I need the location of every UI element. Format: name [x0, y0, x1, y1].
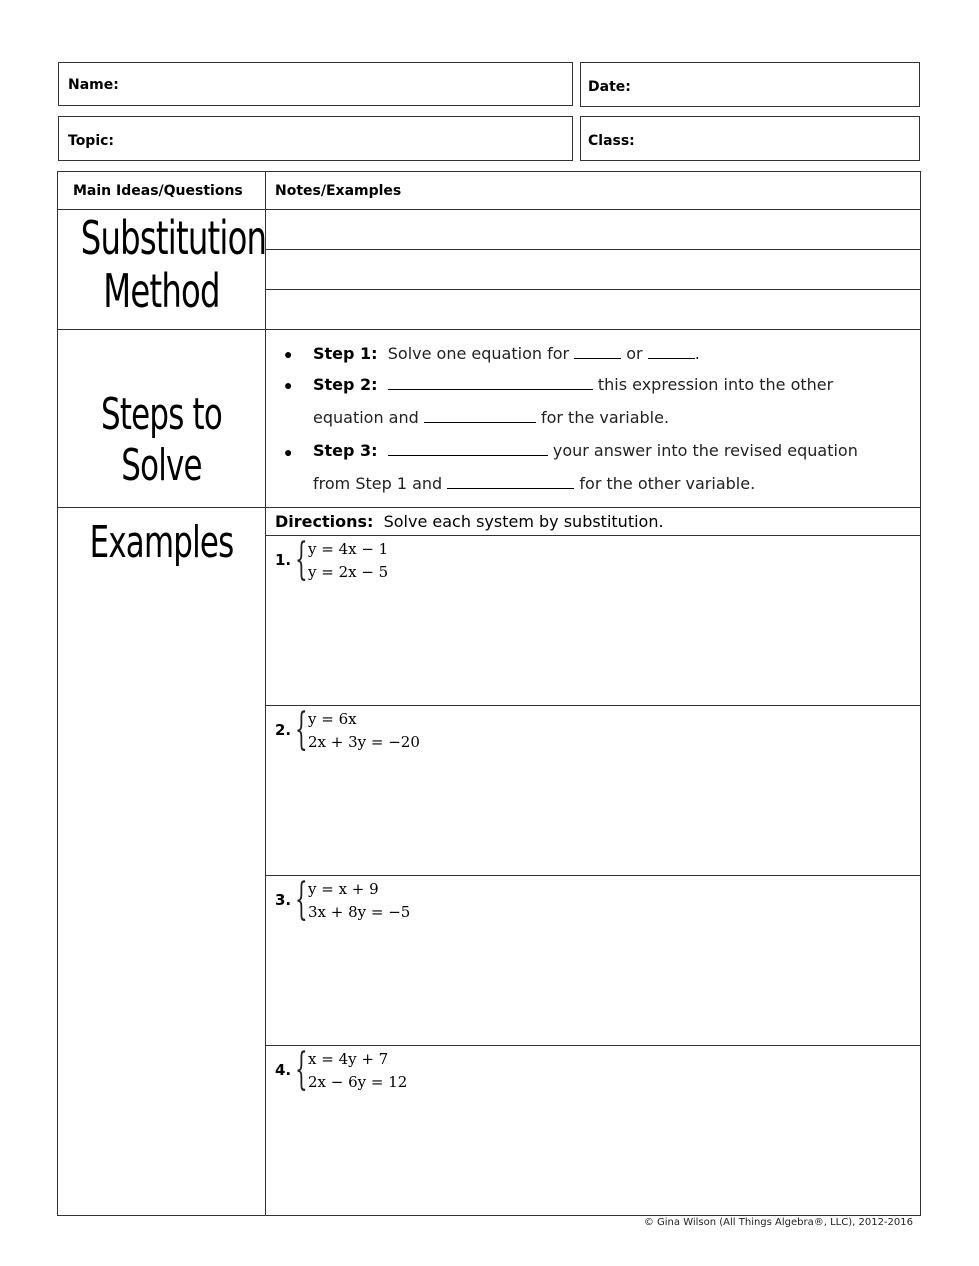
class-box[interactable]	[580, 116, 920, 161]
name-label: Name:	[68, 77, 119, 93]
step-1-label: Step 1:	[313, 344, 378, 363]
header-row-divider	[57, 209, 921, 210]
brace-icon: {	[295, 1044, 308, 1095]
section-divider-2	[57, 507, 921, 508]
step-2-blank-1[interactable]	[388, 375, 593, 390]
problem-1-equation-2: y = 2x − 5	[308, 563, 389, 581]
bullet-icon: ●	[284, 346, 293, 362]
step-2-text-a: this expression into the other	[597, 375, 834, 394]
step-2-line-1	[313, 375, 833, 394]
step-3-text-a: your answer into the revised equation	[552, 441, 858, 460]
section-divider-1	[57, 329, 921, 330]
step-1-end: .	[694, 344, 700, 363]
problem-2-number: 2.	[275, 721, 292, 739]
col-notes-header: Notes/Examples	[275, 183, 402, 199]
problem-3-number: 3.	[275, 891, 292, 909]
step-2-line-2	[313, 408, 669, 427]
step-2-blank-2[interactable]	[424, 408, 536, 423]
problem-1-number: 1.	[275, 551, 292, 569]
brace-icon: {	[295, 534, 308, 585]
section-title-substitution-method	[80, 211, 267, 318]
step-3-label: Step 3:	[313, 441, 378, 460]
step-3-blank-1[interactable]	[388, 441, 548, 456]
problem-divider-3	[265, 1045, 921, 1046]
step-3-text-b: from Step 1 and	[313, 474, 443, 493]
problem-4-equation-1: x = 4y + 7	[308, 1050, 389, 1068]
date-box[interactable]	[580, 62, 920, 107]
step-1-blank-2[interactable]	[648, 344, 695, 359]
directions	[275, 512, 664, 531]
bullet-icon: ●	[284, 377, 293, 393]
step-1-blank-1[interactable]	[574, 344, 621, 359]
col-main-ideas-header: Main Ideas/Questions	[73, 183, 243, 199]
step-3-blank-2[interactable]	[447, 474, 574, 489]
note-line-1	[265, 249, 921, 250]
step-1-text-a: Solve one equation for	[387, 344, 570, 363]
problem-1-equation-1: y = 4x − 1	[308, 540, 389, 558]
brace-icon: {	[295, 704, 308, 755]
title-line-2: Method	[103, 263, 220, 318]
note-line-2	[265, 289, 921, 290]
directions-text: Solve each system by substitution.	[383, 512, 664, 531]
problem-divider-1	[265, 705, 921, 706]
step-2-text-c: for the variable.	[540, 408, 670, 427]
title-line-1: Substitution	[80, 211, 267, 265]
step-2-text-b: equation and	[313, 408, 419, 427]
directions-divider	[265, 535, 921, 536]
brace-icon: {	[295, 874, 308, 925]
problem-4-number: 4.	[275, 1061, 292, 1079]
problem-3-equation-1: y = x + 9	[308, 880, 379, 898]
class-label: Class:	[588, 133, 635, 149]
problem-2-equation-1: y = 6x	[308, 710, 357, 728]
name-box[interactable]	[58, 62, 573, 106]
notes-table	[57, 171, 921, 1216]
step-3-text-c: for the other variable.	[579, 474, 756, 493]
problem-3-equation-2: 3x + 8y = −5	[308, 903, 411, 921]
step-2-label: Step 2:	[313, 375, 378, 394]
problem-4-equation-2: 2x − 6y = 12	[308, 1073, 408, 1091]
bullet-icon: ●	[284, 444, 293, 460]
step-1-text-b: or	[626, 344, 643, 363]
problem-2-equation-2: 2x + 3y = −20	[308, 733, 420, 751]
copyright-footer: © Gina Wilson (All Things Algebra®, LLC), 2012-2016	[643, 1217, 913, 1228]
problem-divider-2	[265, 875, 921, 876]
column-divider	[265, 171, 266, 1216]
topic-label: Topic:	[68, 133, 115, 149]
step-3-line-2	[313, 474, 755, 493]
topic-box[interactable]	[58, 116, 573, 161]
directions-label: Directions:	[275, 512, 374, 531]
date-label: Date:	[588, 79, 631, 95]
section-title-steps: Steps to Solve	[101, 389, 222, 491]
section-title-examples: Examples	[89, 517, 234, 568]
step-3-line-1	[313, 441, 858, 460]
step-1	[313, 344, 700, 363]
